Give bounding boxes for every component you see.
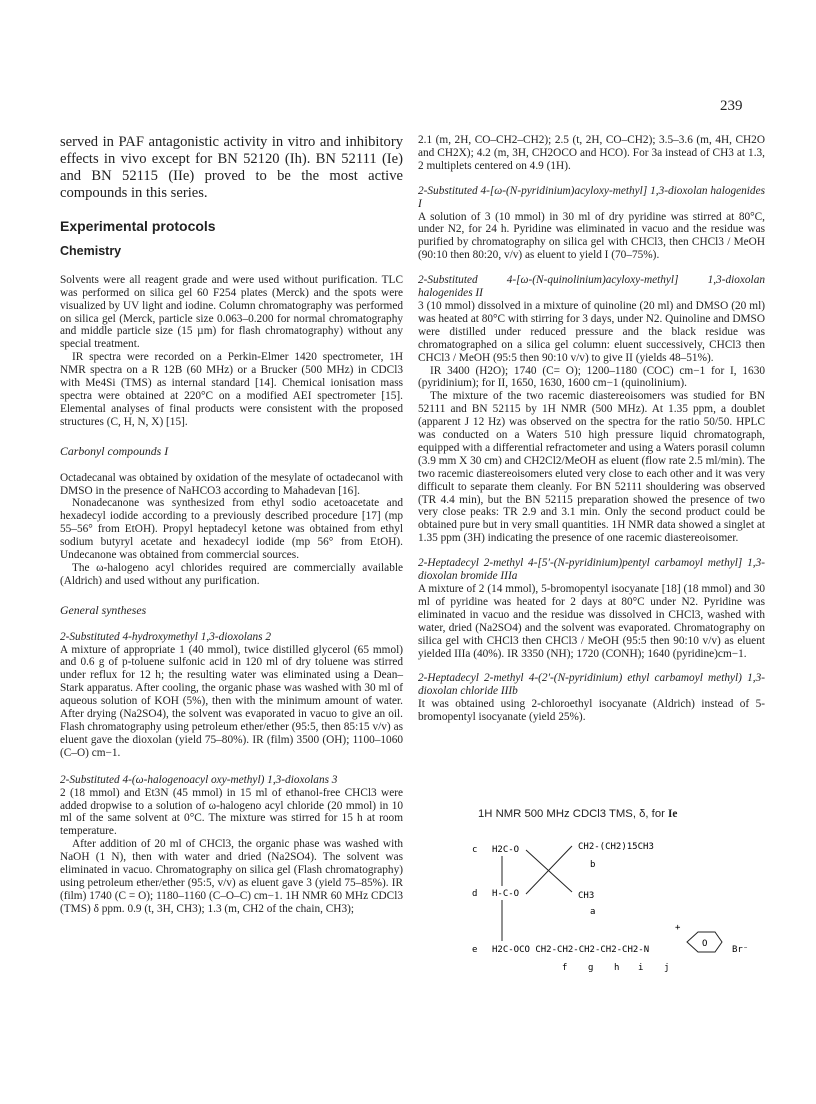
chemistry-paragraph-2: IR spectra were recorded on a Perkin-Elmer 1420 spectrometer, 1H NMR spectra on a R 12B (60 MHz) or a Brucker (500 MHz) in CDCl3 with Me4Si (TMS) as internal standard [14]. Chemical ionisation mass spectra were obtained at 220°C on a modified AEI spectrometer [15]. Elemental analyses of final products were consistent with the proposed structures (C, H, N, X) [15]. [60, 351, 403, 428]
row1-right: CH2-(CH2)15CH3 [578, 842, 654, 852]
halogenides-ii-ir: IR 3400 (H2O); 1740 (C= O); 1200–1180 (COC) cm−1 for I, 1630 (pyridinium); for II, 1650, 1630, 1600 cm−1 (quinolinium). [418, 364, 765, 390]
bond-x-1 [526, 850, 572, 892]
halogenides-i-text: A solution of 3 (10 mmol) in 30 ml of dry pyridine was stirred at 80°C, under N2, for 24 h. Pyridine was eliminated in vacuo and the residue was purified by chromatography on silica gel with CHCl3, then CHCl3 / MeOH (90:10 then 80:20, v/v) as eluent to yield I (70–75%). [418, 210, 765, 262]
general-syntheses-heading: General syntheses [60, 602, 147, 617]
label-h: h [614, 963, 620, 973]
label-g: g [588, 963, 594, 973]
iiia-title: 2-Heptadecyl 2-methyl 4-[5′-(N-pyridinium)pentyl carbamoyl methyl] 1,3-dioxolan bromide IIIa [418, 557, 765, 583]
figure-caption [478, 808, 677, 820]
subsection-title: Chemistry [60, 243, 122, 258]
halogenides-i-title: 2-Substituted 4-[ω-(N-pyridinium)acyloxy-methyl] 1,3-dioxolan halogenides I [418, 184, 765, 210]
bromide-anion: Br⁻ [732, 945, 749, 955]
figure-caption-compound: Ie [668, 808, 678, 820]
section-title: Experimental protocols [60, 218, 216, 234]
chemistry-paragraph-1: Solvents were all reagent grade and were used without purification. TLC was performed on silica gel 60 F254 plates (Merck) and the spots were visualized by UV light and iodine. Column chromatography was performed on silica gel (Merck, particle size 0.063–0.200 for normal chromatography and middle particle size (15 µm) for flash chromatography) without any special treatment. [60, 273, 403, 351]
ring-label: O [702, 939, 708, 949]
dioxolans-3-title: 2-Substituted 4-(ω-halogenoacyl oxy-methyl) 1,3-dioxolans 3 [60, 773, 338, 786]
row2-right: CH3 [578, 891, 595, 901]
charge-plus: + [675, 923, 681, 933]
carbonyl-paragraph-3: The ω-halogeno acyl chlorides required are commercially available (Aldrich) and used without any purification. [60, 561, 403, 587]
label-i: i [638, 963, 644, 973]
figure-caption-text: 1H NMR 500 MHz CDCl3 TMS, δ, for [478, 808, 665, 820]
right-column [418, 134, 765, 724]
label-b: b [590, 860, 596, 870]
halogenides-ii-title: 2-Substituted 4-[ω-(N-quinolinium)acyloxy-methyl] 1,3-dioxolan halogenides II [418, 274, 765, 300]
label-c: c [472, 845, 478, 855]
row2-left: H-C-O [492, 889, 520, 899]
structure-diagram [470, 828, 770, 978]
label-f: f [562, 963, 568, 973]
label-d: d [472, 889, 478, 899]
label-j: j [664, 963, 670, 973]
carbonyl-paragraph-1: Octadecanal was obtained by oxidation of the mesylate of octadecanol with DMSO in the presence of NaHCO3 according to Mahadevan [16]. [60, 471, 403, 497]
nmr-continuation: 2.1 (m, 2H, CO–CH2–CH2); 2.5 (t, 2H, CO–CH2); 3.5–3.6 (m, 4H, CH2O and CH2X); 4.2 (m, 3H, CH2OCO and HCO). For 3a instead of CH3 at 1.3, 2 multiplets centered on 4.9 (1H). [418, 134, 765, 172]
nmr-structure-figure [470, 808, 770, 978]
halogenides-ii-hplc: The mixture of the two racemic diastereoisomers was studied for BN 52111 and BN 52115 by 1H NMR (500 MHz). At 1.35 ppm, a doublet (apparent J 12 Hz) was observed on the spectra for the ratio 50/50. HPLC was conducted on a Waters 510 high pressure liquid chromatograph, equipped with a differential refractometer and using a Waters porasil column (3.9 mm X 30 cm) and CH2Cl2/MeOH as eluent (flow rate 2.5 ml/min). The two racemic diastereoisomers eluted very close to each other and it was very difficult to separate them cleanly. For BN 52111 shouldering was observed (TR 4.4 min), but the BN 52115 preparation showed the presence of two very close peaks: TR 2.9 and 3.1 min. Only the second product could be obtained pure but in very small quantities. 1H NMR data showed a singlet at 1.35 ppm (3H) indicating the presence of one racemic diastereoisomer. [418, 390, 765, 545]
carbonyl-heading: Carbonyl compounds I [60, 443, 169, 458]
dioxolans-2-text: A mixture of appropriate 1 (40 mmol), twice distilled glycerol (65 mmol) and 0.6 g of p-toluene sulfonic acid in 120 ml of dry toluene was stirred under reflux for 12 h; the resulting water was eliminated using a Dean–Stark apparatus. After cooling, the organic phase was washed with 30 ml of aqueous solution of KOH (5%), then with the minimum amount of water. After drying (Na2SO4), the solvent was evaporated in vacuo to give an oil. Flash chromatography using petroleum ether/ether (95:5, then 85:15 v/v) as eluent gave the dioxolan (yield 75–80%). IR (film) 3500 (OH); 1100–1060 (C–O) cm−1. [60, 643, 403, 759]
left-column [60, 134, 403, 916]
label-e: e [472, 945, 478, 955]
label-a: a [590, 907, 596, 917]
dioxolans-3-text: 2 (18 mmol) and Et3N (45 mmol) in 15 ml of ethanol-free CHCl3 were added dropwise to a solution of ω-halogeno acyl chloride (20 mmol) in 10 ml of the same solvent at 0°C. The mixture was stirred for 15 h at room temperature. [60, 786, 403, 838]
row3: H2C-OCO CH2-CH2-CH2-CH2-CH2-N [492, 945, 650, 955]
dioxolans-3-text-2: After addition of 20 ml of CHCl3, the organic phase was washed with NaOH (1 N), then with water and dried (Na2SO4). The solvent was eliminated in vacuo. Chromatography on silica gel (Flash chromatography) using petroleum ether/ether (95:5, v/v) as eluent gave 3 (yield 75–85%). IR (film) 1740 (C = O); 1180–1160 (C–O–C) cm−1. 1H NMR 60 MHz CDCl3 (TMS) δ ppm. 0.9 (t, 3H, CH3); 1.3 (m, CH2 of the chain, CH3); [60, 838, 403, 915]
carbonyl-paragraph-2: Nonadecanone was synthesized from ethyl sodio acetoacetate and hexadecyl iodide according to a previously described procedure [17] (mp 55–56° from EtOH). Propyl heptadecyl ketone was obtained from ethyl sodium butyryl acetate and hexadecyl iodide (mp 56° from EtOH). Undecanone was obtained from commercial sources. [60, 497, 403, 562]
halogenides-ii-text: 3 (10 mmol) dissolved in a mixture of quinoline (20 ml) and DMSO (20 ml) was heated at 80°C with stirring for 3 days, under N2. Quinoline and DMSO were distilled under reduced pressure and the black residue was chromatographed on a silica gel column: eluent successively, CHCl3 then CHCl3 / MeOH (95:5 then 90:10 v/v) to give II (yields 48–51%). [418, 299, 765, 364]
iiia-text: A mixture of 2 (14 mmol), 5-bromopentyl isocyanate [18] (18 mmol) and 30 ml of pyridine was heated for 2 days at 80°C under N2. Pyridine was eliminated in vacuo and the residue was dissolved in CHCl3, washed with water, dried (Na2SO4) and the solvent was evaporated. Chromatography on silica gel with CHCl3 then CHCl3 / MeOH (95:5 then 90:10 v/v) as eluent yielded IIIa (40%). IR 3350 (NH); 1720 (CONH); 1640 (pyridine)cm−1. [418, 583, 765, 660]
dioxolans-2-title: 2-Substituted 4-hydroxymethyl 1,3-dioxolans 2 [60, 630, 272, 643]
bond-x-2 [526, 846, 572, 894]
iiib-text: It was obtained using 2-chloroethyl isocyanate (Aldrich) instead of 5-bromopentyl isocyanate (yield 25%). [418, 698, 765, 724]
iiib-title: 2-Heptadecyl 2-methyl 4-(2′-(N-pyridinium) ethyl carbamoyl methyl) 1,3-dioxolan chloride IIIb [418, 672, 765, 698]
row1-left: H2C-O [492, 845, 520, 855]
intro-paragraph: served in PAF antagonistic activity in vitro and inhibitory effects in vivo except for BN 52120 (Ih). BN 52111 (Ie) and BN 52115 (IIe) proved to be the most active compounds in this series. [60, 134, 403, 201]
page-number: 239 [720, 98, 743, 114]
